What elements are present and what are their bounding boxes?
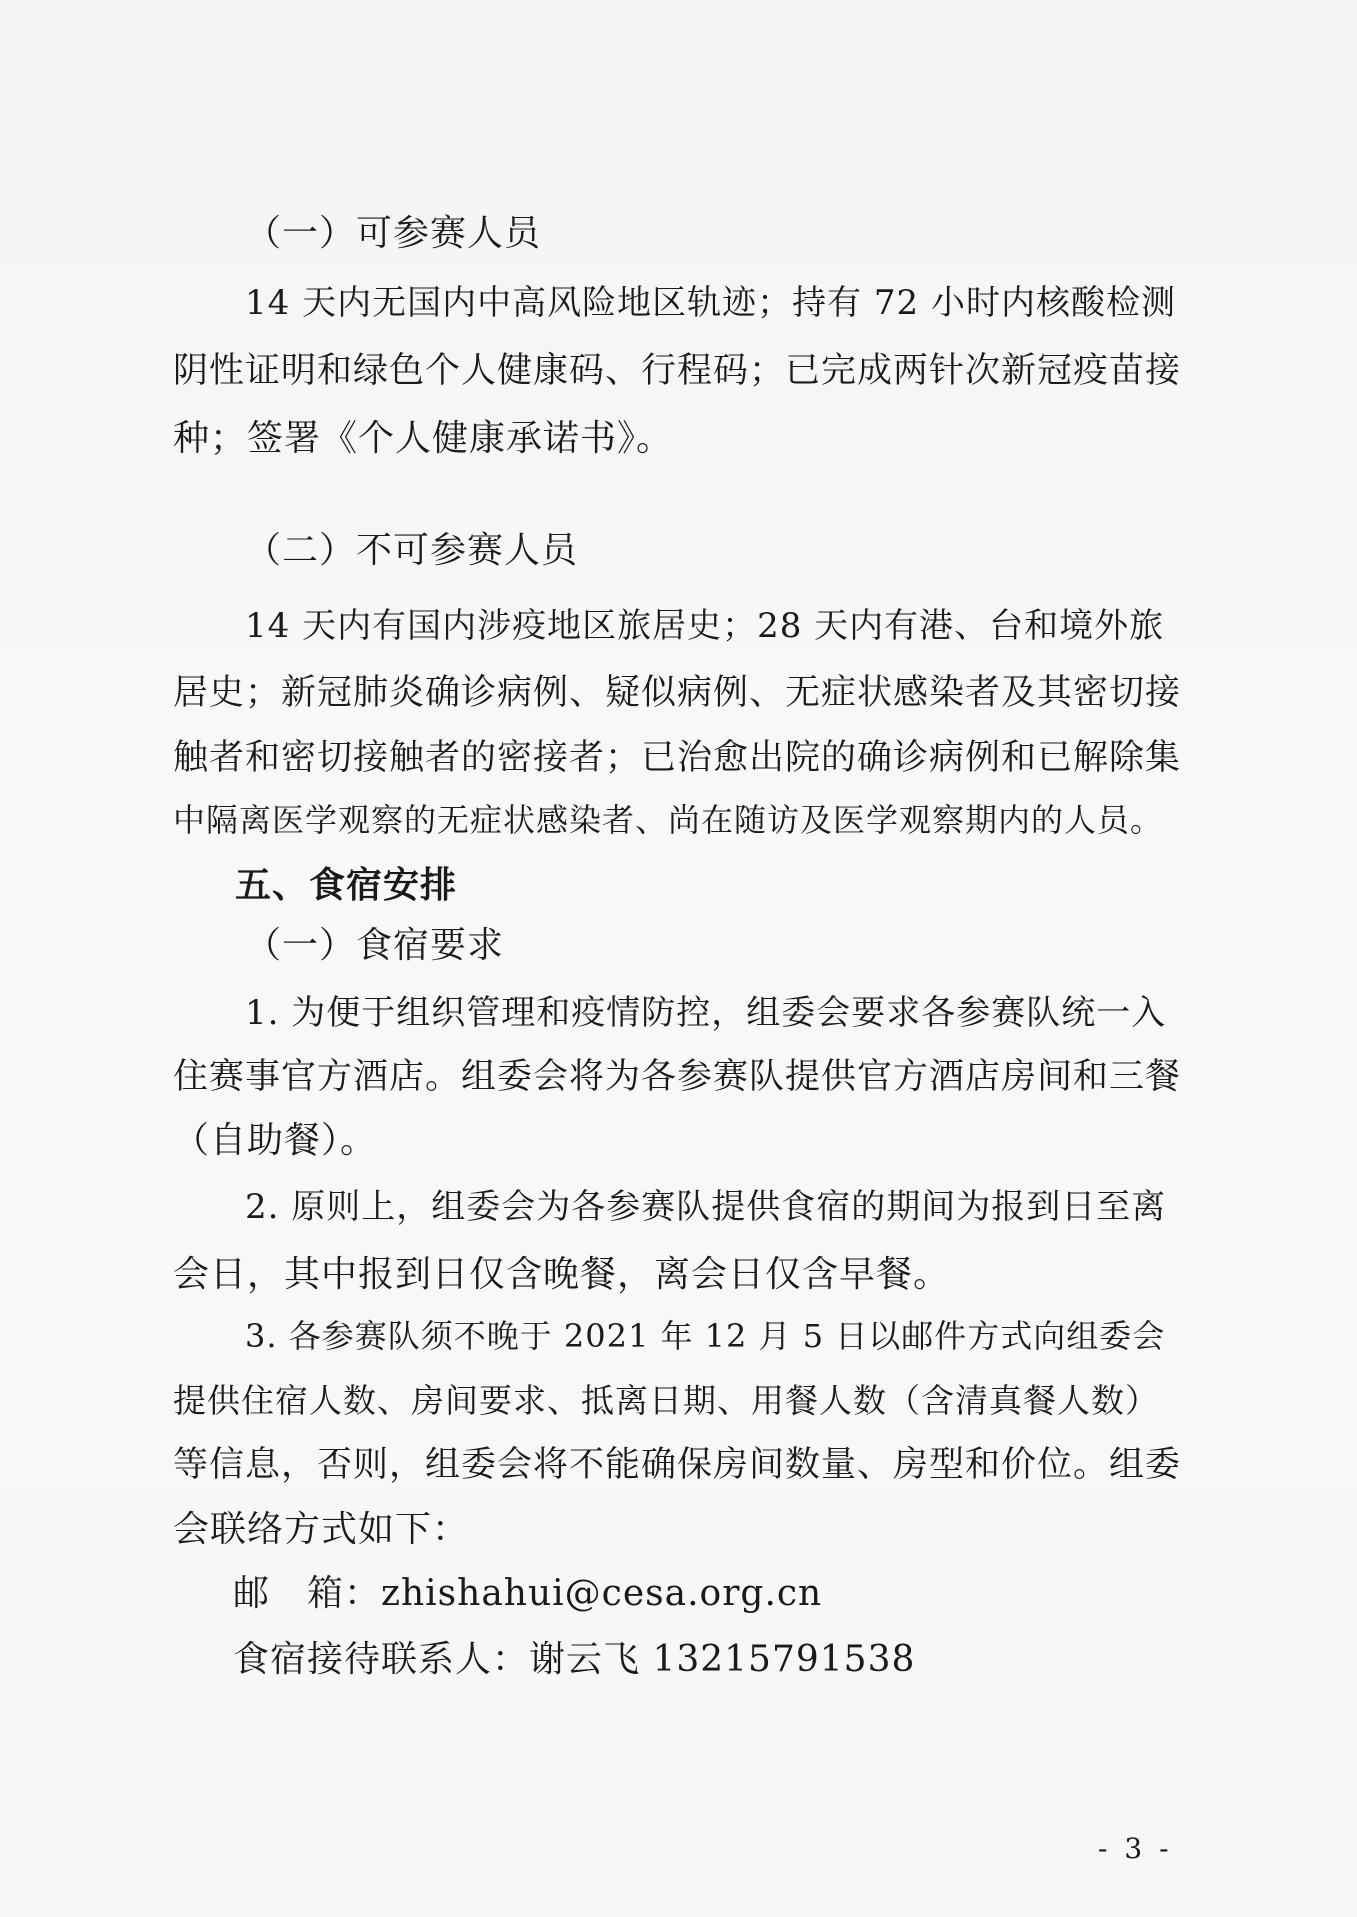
item-2-line-1: 2. 原则上，组委会为各参赛队提供食宿的期间为报到日至离 (245, 1187, 1167, 1227)
item-1-line-2: 住赛事官方酒店。组委会将为各参赛队提供官方酒店房间和三餐 (173, 1057, 1182, 1097)
section-1-line-2: 阴性证明和绿色个人健康码、行程码；已完成两针次新冠疫苗接 (173, 351, 1182, 391)
section-2-line-2: 居史；新冠肺炎确诊病例、疑似病例、无症状感染者及其密切接 (173, 673, 1182, 713)
sub-heading-1: （一）食宿要求 (245, 925, 505, 966)
page-number: - 3 - (1098, 1832, 1173, 1865)
item-1-line-1: 1. 为便于组织管理和疫情防控，组委会要求各参赛队统一入 (245, 993, 1167, 1033)
heading-5: 五、食宿安排 (235, 865, 458, 906)
item-2-line-2: 会日，其中报到日仅含晚餐，离会日仅含早餐。 (173, 1254, 951, 1295)
section-2-line-1: 14 天内有国内涉疫地区旅居史；28 天内有港、台和境外旅 (245, 606, 1165, 646)
contact-line: 食宿接待联系人：谢云飞 13215791538 (233, 1639, 916, 1680)
section-2-line-3: 触者和密切接触者的密接者；已治愈出院的确诊病例和已解除集 (173, 738, 1182, 778)
item-3-line-1: 3. 各参赛队须不晚于 2021 年 12 月 5 日以邮件方式向组委会 (245, 1317, 1166, 1355)
section-2-title: （二）不可参赛人员 (245, 530, 579, 571)
item-3-line-2: 提供住宿人数、房间要求、抵离日期、用餐人数（含清真餐人数） (173, 1381, 1159, 1420)
section-1-line-3: 种；签署《个人健康承诺书》。 (173, 418, 674, 459)
section-1-title: （一）可参赛人员 (245, 213, 542, 254)
item-3-line-3: 等信息，否则，组委会将不能确保房间数量、房型和价位。组委 (173, 1445, 1182, 1485)
item-3-line-4: 会联络方式如下： (173, 1509, 470, 1550)
section-1-line-1: 14 天内无国内中高风险地区轨迹；持有 72 小时内核酸检测 (245, 283, 1176, 323)
item-1-line-3: （自助餐）。 (173, 1120, 378, 1161)
section-2-line-4: 中隔离医学观察的无症状感染者、尚在随访及医学观察期内的人员。 (173, 801, 1164, 839)
email-line: 邮 箱：zhishahui@cesa.org.cn (233, 1573, 823, 1614)
